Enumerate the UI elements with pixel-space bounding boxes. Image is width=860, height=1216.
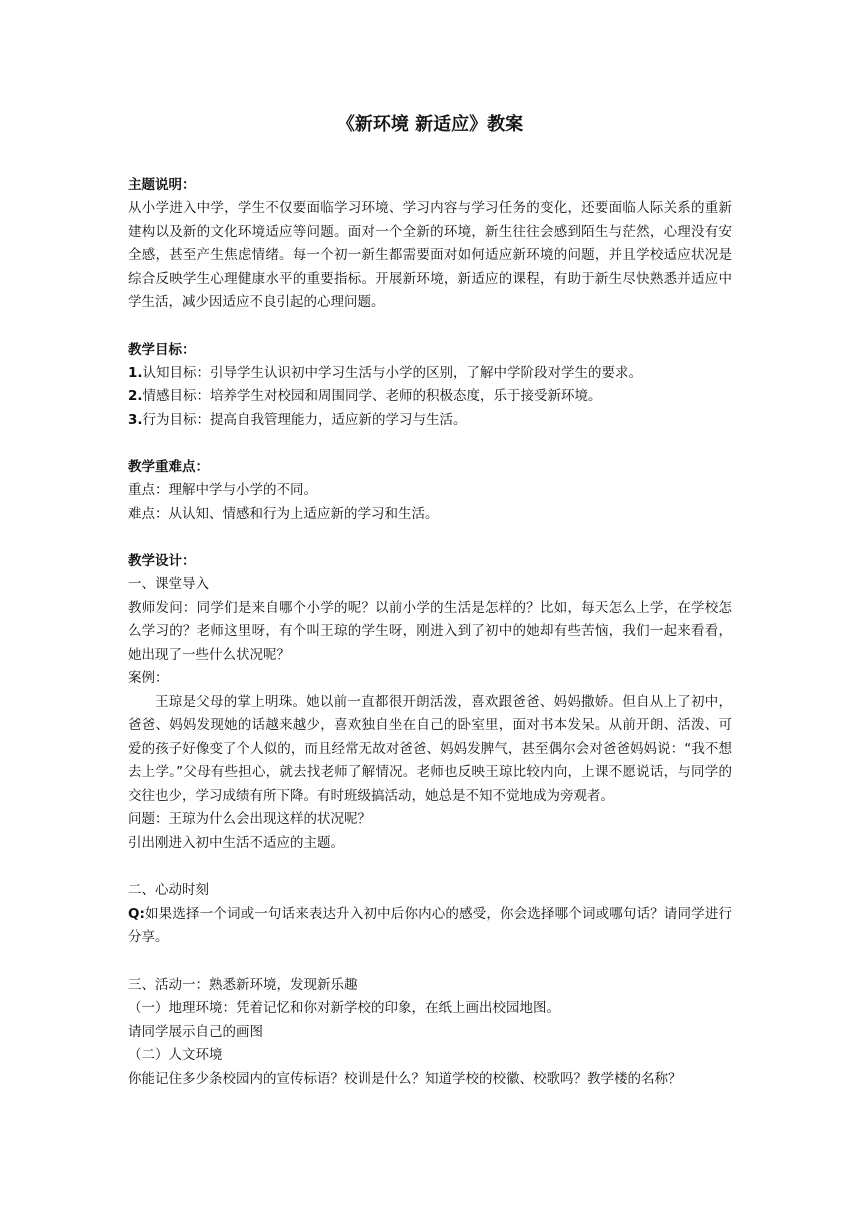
design-heading: 教学设计： xyxy=(128,553,196,569)
design-part3 xyxy=(128,974,732,1092)
case-label: 案例： xyxy=(128,670,169,686)
part3-sub2-text: 你能记住多少条校园内的宣传标语？校训是什么？知道学校的校徽、校歌吗？教学楼的名称？ xyxy=(128,1070,682,1087)
key-points-section xyxy=(128,456,732,526)
part3-title: 三、活动一：熟悉新环境，发现新乐趣 xyxy=(128,976,358,993)
goal-number: 3. xyxy=(128,411,143,428)
goal-text: 认知目标：引导学生认识初中学习生活与小学的区别，了解中学阶段对学生的要求。 xyxy=(142,364,643,381)
case-lead: 引出刚进入初中生活不适应的主题。 xyxy=(128,834,344,851)
key-point-difficulty: 难点：从认知、情感和行为上适应新的学习和生活。 xyxy=(128,505,439,522)
case-question: 问题：王琼为什么会出现这样的状况呢？ xyxy=(128,811,371,827)
teacher-question: 教师发问：同学们是来自哪个小学的呢？以前小学的生活是怎样的？比如，每天怎么上学，在学校怎么学习的？老师这里呀，有个叫王琼的学生呀，刚进入到了初中的她却有些苦恼，我们一起来看看，她出现了一些什么状况呢？ xyxy=(128,599,732,663)
part3-sub1-follow: 请同学展示自己的画图 xyxy=(128,1023,263,1040)
part2-title: 二、心动时刻 xyxy=(128,882,209,898)
theme-section xyxy=(128,174,732,315)
part3-sub2: （二）人文环境 xyxy=(128,1047,223,1063)
case-text: 王琼是父母的掌上明珠。她以前一直都很开朗活泼，喜欢跟爸爸、妈妈撒娇。但自从上了初中，爸爸、妈妈发现她的话越来越少，喜欢独自坐在自己的卧室里，面对书本发呆。从前开朗、活泼、可爱的孩子好像变了个人似的，而且经常无故对爸爸、妈妈发脾气，甚至偶尔会对爸爸妈妈说：“我不想去上学。”父母有些担心，就去找老师了解情况。老师也反映王琼比较内向，上课不愿说话，与同学的交往也少，学习成绩有所下降。有时班级搞活动，她总是不知不觉地成为旁观者。 xyxy=(128,693,732,804)
key-points-heading: 教学重难点： xyxy=(128,459,209,475)
goal-item-3 xyxy=(128,409,732,433)
goal-text: 情感目标：培养学生对校园和周围同学、老师的积极态度，乐于接受新环境。 xyxy=(142,388,602,404)
q-prefix: Q: xyxy=(128,905,145,922)
goal-number: 1. xyxy=(128,364,143,381)
design-part1 xyxy=(128,550,732,855)
document-page xyxy=(128,110,732,1115)
theme-body: 从小学进入中学，学生不仅要面临学习环境、学习内容与学习任务的变化，还要面临人际关系的重新建构以及新的文化环境适应等问题。面对一个全新的环境，新生往往会感到陌生与茫然，心理没有安全感，甚至产生焦虑情绪。每一个初一新生都需要面对如何适应新环境的问题，并且学校适应状况是综合反映学生心理健康水平的重要指标。开展新环境，新适应的课程，有助于新生尽快熟悉并适应中学生活，减少因适应不良引起的心理问题。 xyxy=(128,200,732,310)
key-point-focus: 重点：理解中学与小学的不同。 xyxy=(128,482,317,498)
goals-section xyxy=(128,339,732,433)
theme-heading: 主题说明： xyxy=(128,177,196,193)
part1-title: 一、课堂导入 xyxy=(128,576,209,592)
goal-text: 行为目标：提高自我管理能力，适应新的学习与生活。 xyxy=(142,411,467,428)
part2-question xyxy=(128,903,732,950)
part3-sub1: （一）地理环境：凭着记忆和你对新学校的印象，在纸上画出校园地图。 xyxy=(128,1000,560,1016)
design-part2 xyxy=(128,879,732,950)
goal-item-1 xyxy=(128,362,732,386)
document-title: 《新环境 新适应》教案 xyxy=(336,114,524,135)
goals-heading: 教学目标： xyxy=(128,341,196,358)
q-text: 如果选择一个词或一句话来表达升入初中后你内心的感受，你会选择哪个词或哪句话？请同学进行分享。 xyxy=(128,905,732,945)
goal-number: 2. xyxy=(128,388,143,404)
goal-item-2 xyxy=(128,385,732,409)
